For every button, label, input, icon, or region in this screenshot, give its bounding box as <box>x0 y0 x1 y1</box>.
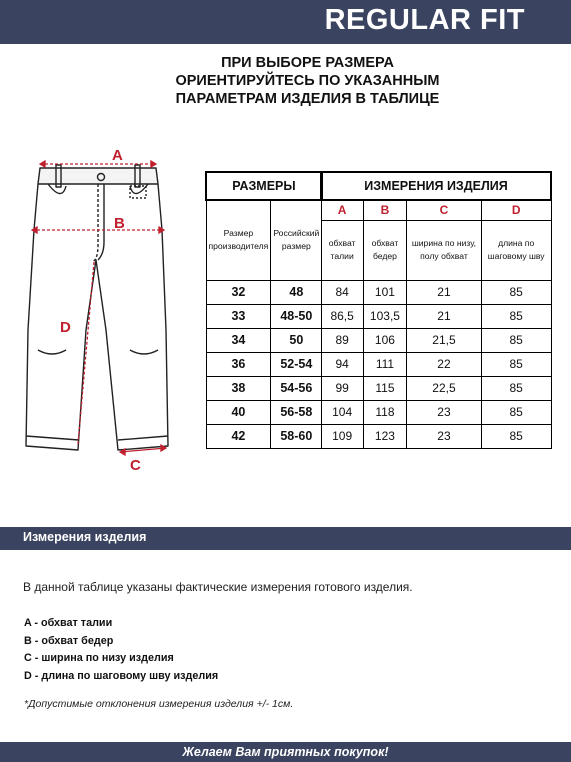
hem-value: 21 <box>407 280 482 304</box>
russian-size-header: Российский размер <box>271 200 322 280</box>
header-bar <box>0 0 571 44</box>
table-row <box>206 280 322 304</box>
section-bar <box>0 527 571 550</box>
table-row <box>206 400 322 424</box>
hem-value: 21,5 <box>407 328 482 352</box>
footer-bar <box>0 742 571 762</box>
table-row <box>321 424 551 448</box>
manufacturer-size: 40 <box>206 400 271 424</box>
russian-size: 54-56 <box>271 376 322 400</box>
size-advice-heading <box>0 54 571 108</box>
waist-value: 89 <box>321 328 363 352</box>
hem-value: 22 <box>407 352 482 376</box>
table-row <box>206 376 322 400</box>
manufacturer-size: 38 <box>206 376 271 400</box>
heading-line-1: ПРИ ВЫБОРЕ РАЗМЕРА <box>221 55 394 71</box>
hem-width-header: ширина по низу, полу обхват <box>407 220 482 280</box>
hem-value: 23 <box>407 400 482 424</box>
table-row <box>321 376 551 400</box>
jeans-outline <box>26 184 168 450</box>
hip-header: обхват бедер <box>363 220 406 280</box>
waist-value: 104 <box>321 400 363 424</box>
sizes-table <box>205 171 323 449</box>
inseam-measure-line <box>78 262 94 444</box>
diagram-label-d: D <box>60 319 71 336</box>
russian-size: 56-58 <box>271 400 322 424</box>
intro-text: В данной таблице указаны фактические измерения готового изделия. <box>23 580 413 594</box>
waist-value: 84 <box>321 280 363 304</box>
table-row <box>321 400 551 424</box>
table-row <box>206 328 322 352</box>
inseam-value: 85 <box>481 424 551 448</box>
legend-item-b: B - обхват бедер <box>24 634 114 647</box>
legend-item-d: D - длина по шаговому шву изделия <box>24 669 219 682</box>
manufacturer-size: 42 <box>206 424 271 448</box>
inseam-value: 85 <box>481 280 551 304</box>
manufacturer-size-header: Размер производителя <box>206 200 271 280</box>
column-letter-b: B <box>363 200 406 220</box>
russian-size: 58-60 <box>271 424 322 448</box>
diagram-label-b: B <box>114 215 125 232</box>
waist-value: 99 <box>321 376 363 400</box>
russian-size: 50 <box>271 328 322 352</box>
section-title: Измерения изделия <box>23 530 147 544</box>
hem-value: 21 <box>407 304 482 328</box>
inseam-value: 85 <box>481 328 551 352</box>
hip-value: 123 <box>363 424 406 448</box>
hip-value: 118 <box>363 400 406 424</box>
diagram-label-c: C <box>130 457 141 474</box>
inseam-value: 85 <box>481 304 551 328</box>
table-row <box>206 304 322 328</box>
manufacturer-size: 36 <box>206 352 271 376</box>
russian-size: 48 <box>271 280 322 304</box>
hip-value: 101 <box>363 280 406 304</box>
waist-header: обхват талии <box>321 220 363 280</box>
diagram-label-a: A <box>112 150 123 164</box>
table-row <box>321 304 551 328</box>
manufacturer-size: 33 <box>206 304 271 328</box>
column-letter-d: D <box>481 200 551 220</box>
manufacturer-size: 32 <box>206 280 271 304</box>
heading-line-3: ПАРАМЕТРАМ ИЗДЕЛИЯ В ТАБЛИЦЕ <box>175 91 440 107</box>
inseam-value: 85 <box>481 352 551 376</box>
table-row <box>206 352 322 376</box>
waist-value: 94 <box>321 352 363 376</box>
inseam-value: 85 <box>481 376 551 400</box>
measurement-legend <box>24 615 218 685</box>
footer-text: Желаем Вам приятных покупок! <box>182 745 389 759</box>
russian-size: 52-54 <box>271 352 322 376</box>
legend-item-a: A - обхват талии <box>24 617 113 629</box>
measurements-table <box>320 171 552 449</box>
hem-value: 23 <box>407 424 482 448</box>
waist-value: 109 <box>321 424 363 448</box>
fit-title: REGULAR FIT <box>324 4 525 36</box>
hem-value: 22,5 <box>407 376 482 400</box>
table-row <box>321 328 551 352</box>
inseam-header: длина по шаговому шву <box>481 220 551 280</box>
table-row <box>321 352 551 376</box>
column-letter-a: A <box>321 200 363 220</box>
hip-value: 103,5 <box>363 304 406 328</box>
hip-value: 115 <box>363 376 406 400</box>
hip-value: 111 <box>363 352 406 376</box>
legend-item-c: C - ширина по низу изделия <box>24 652 174 664</box>
sizes-table-title: РАЗМЕРЫ <box>206 172 322 200</box>
table-row <box>321 280 551 304</box>
jeans-diagram <box>18 150 178 475</box>
table-row <box>206 424 322 448</box>
column-letter-c: C <box>407 200 482 220</box>
measurements-table-title: ИЗМЕРЕНИЯ ИЗДЕЛИЯ <box>321 172 551 200</box>
manufacturer-size: 34 <box>206 328 271 352</box>
heading-line-2: ОРИЕНТИРУЙТЕСЬ ПО УКАЗАННЫМ <box>175 73 440 89</box>
waist-value: 86,5 <box>321 304 363 328</box>
tolerance-note: *Допустимые отклонения измерения изделия +/- 1см. <box>24 698 294 710</box>
hip-value: 106 <box>363 328 406 352</box>
russian-size: 48-50 <box>271 304 322 328</box>
inseam-value: 85 <box>481 400 551 424</box>
